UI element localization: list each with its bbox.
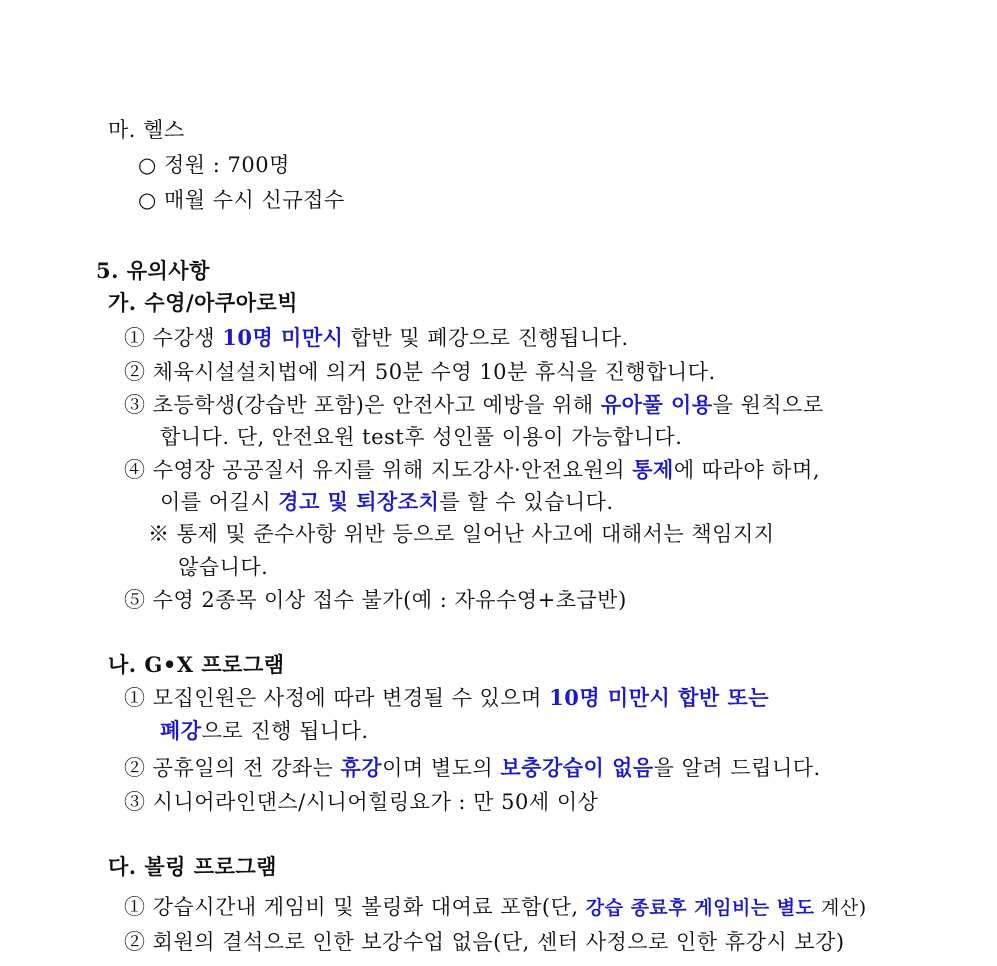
- gx-item-2-pre: ② 공휴일의 전 강좌는: [124, 756, 341, 780]
- swim-note: ※ 통제 및 준수사항 위반 등으로 일어난 사고에 대해서는 책임지지: [148, 522, 775, 546]
- swim-item-4-line2-post: 를 할 수 있습니다.: [439, 490, 614, 514]
- health-capacity-item: ○ 정원 : 700명: [138, 153, 290, 177]
- swim-item-3-post: 을 원칙으로: [712, 393, 824, 417]
- swim-item-4-highlight: 통제: [632, 457, 674, 482]
- gx-item-2-mid: 이며 별도의: [382, 756, 501, 780]
- swim-item-3: [124, 390, 824, 420]
- swim-item-2: ② 체육시설설치법에 의거 50분 수영 10분 휴식을 진행합니다.: [124, 360, 716, 384]
- gx-item-1: [124, 683, 769, 713]
- swim-item-5: ⑤ 수영 2종목 이상 접수 불가(예 : 자유수영+초급반): [124, 588, 627, 612]
- swim-item-1: [124, 323, 629, 353]
- swim-heading: 가. 수영/아쿠아로빅: [108, 290, 299, 315]
- gx-item-1-highlight: 10명 미만시 합반 또는: [549, 685, 770, 710]
- gx-item-3: ③ 시니어라인댄스/시니어힐링요가 : 만 50세 이상: [124, 790, 599, 814]
- gx-item-2-highlight-1: 휴강: [340, 755, 383, 780]
- swim-item-4-line2-highlight: 경고 및 퇴장조치: [278, 489, 440, 514]
- swim-note-continuation: 않습니다.: [178, 555, 269, 579]
- gx-item-1-line2-post: 으로 진행 됩니다.: [201, 719, 369, 743]
- swim-item-4-pre: ④ 수영장 공공질서 유지를 위해 지도강사·안전요원의: [124, 458, 633, 482]
- bowling-heading: 다. 볼링 프로그램: [108, 854, 277, 879]
- swim-item-4: [124, 455, 820, 485]
- swim-item-4-post: 에 따라야 하며,: [673, 458, 821, 482]
- gx-item-2-highlight-2: 보충강습이 없음: [500, 755, 654, 780]
- swim-item-4-continuation: [160, 487, 614, 517]
- swim-item-1-post: 합반 및 폐강으로 진행됩니다.: [343, 326, 629, 350]
- bowling-item-2: ② 회원의 결석으로 인한 보강수업 없음(단, 센터 사정으로 인한 휴강시 보강): [124, 930, 845, 954]
- swim-item-3-highlight: 유아풀 이용: [600, 392, 713, 417]
- swim-item-3-pre: ③ 초등학생(강습반 포함)은 안전사고 예방을 위해: [124, 393, 601, 417]
- bowling-item-1-post: 계산): [814, 897, 867, 919]
- notes-heading: 5. 유의사항: [96, 258, 210, 283]
- gx-item-1-line2-highlight: 폐강: [160, 718, 202, 743]
- swim-item-1-pre: ① 수강생: [124, 326, 223, 350]
- health-registration-item: ○ 매월 수시 신규접수: [138, 188, 345, 212]
- gx-item-1-pre: ① 모집인원은 사정에 따라 변경될 수 있으며: [124, 686, 550, 710]
- gx-heading: 나. G•X 프로그램: [108, 652, 285, 677]
- gx-item-1-continuation: [160, 716, 369, 746]
- health-heading: 마. 헬스: [108, 118, 185, 142]
- bowling-item-1-highlight: 강습 종료후 게임비는 별도: [585, 897, 815, 919]
- swim-item-3-continuation: 합니다. 단, 안전요원 test후 성인풀 이용이 가능합니다.: [160, 425, 683, 449]
- bowling-item-1-pre: ① 강습시간내 게임비 및 볼링화 대여료 포함(단,: [124, 895, 586, 919]
- bowling-item-1: [124, 892, 867, 923]
- gx-item-2: [124, 753, 821, 783]
- gx-item-2-post: 을 알려 드립니다.: [653, 756, 821, 780]
- swim-item-1-highlight: 10명 미만시: [222, 325, 344, 350]
- swim-item-4-line2-pre: 이를 어길시: [160, 490, 279, 514]
